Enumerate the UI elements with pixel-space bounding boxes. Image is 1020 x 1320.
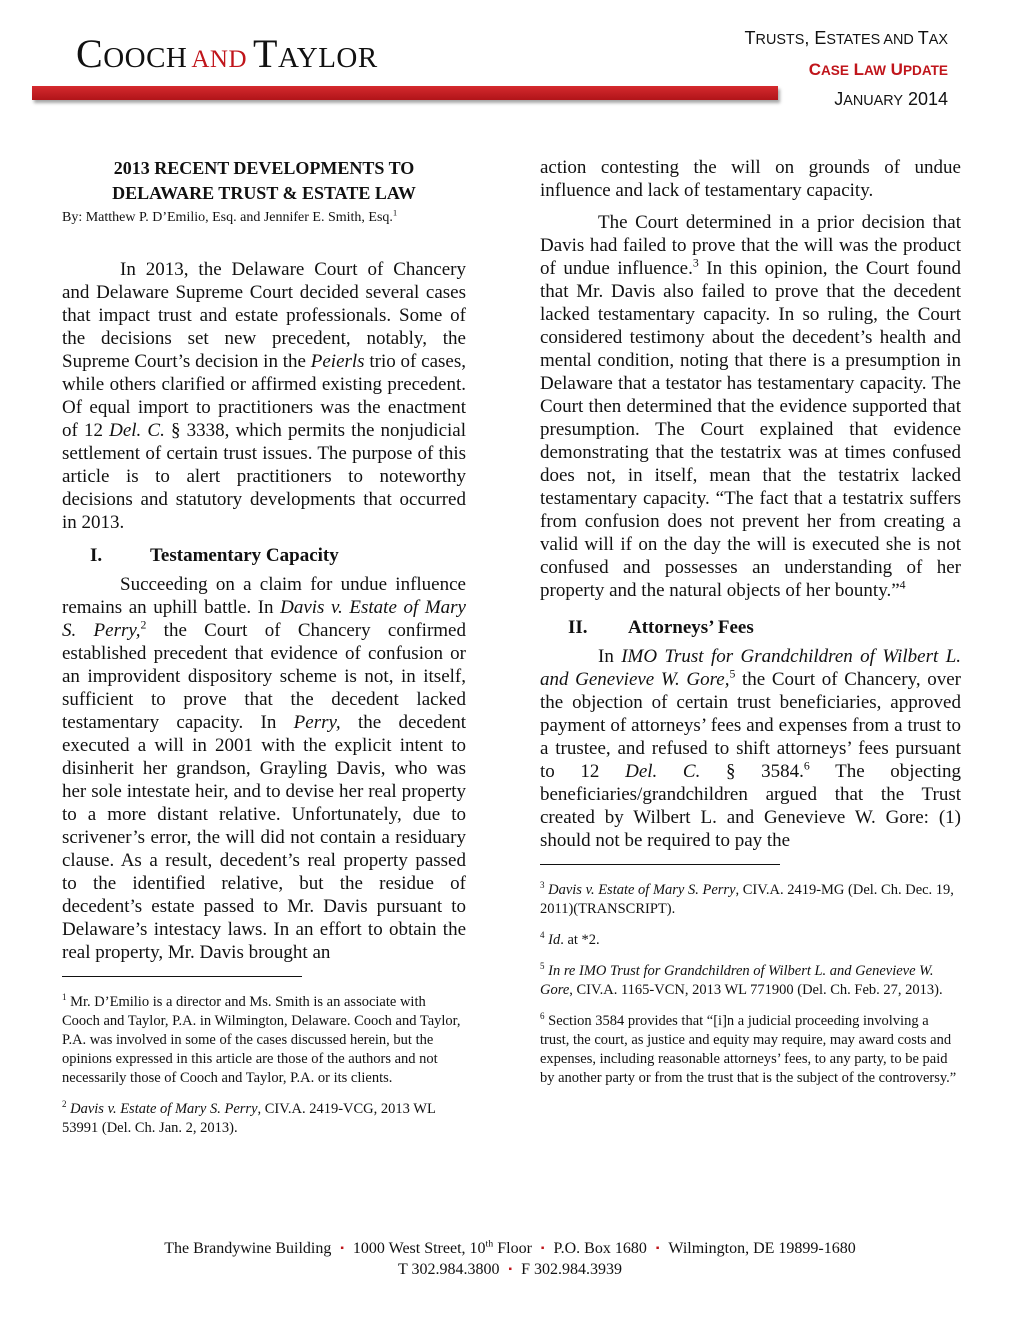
section2-paragraph: In IMO Trust for Grandchildren of Wilbert L. and Genevieve W. Gore,$^5$ the Court of Chancery, over the objection of certain trust beneficiaries, approved payment of attorneys’ fees and expenses from a trust to a trustee, and refused to shift attorneys’ fees pursuant to 12 Del. C. § 3584.$^6$ The objecting beneficiaries/grandchildren argued that the Trust created by Wilbert L. and Genevieve W. Gore: (1) should not be required to pay the bbox=[540, 646, 962, 851]
footnote-5: $^5$ In re IMO Trust for Grandchildren of Wilbert L. and Genevieve W. Gore, CIV.A. 1165-VCN, 2013 WL 771900 (Del. Ch. Feb. 27, 2013). bbox=[540, 961, 943, 998]
footnote-separator bbox=[62, 976, 302, 977]
article-title: 2013 RECENT DEVELOPMENTS TO DELAWARE TRUST & ESTATE LAW bbox=[112, 158, 416, 203]
byline: By: Matthew P. D’Emilio, Esq. and Jennifer E. Smith, Esq.$^1$ bbox=[62, 207, 398, 225]
footnote-6: $^6$ Section 3584 provides that “[i]n a judicial proceeding involving a trust, the court, as justice and equity may require, may award costs and expenses, including reasonable attorneys’ fees, to any party, to be paid by another party or from the trust that is the subject of the controversy.” bbox=[540, 1011, 957, 1086]
left-column bbox=[62, 156, 466, 1150]
section-heading-testamentary-capacity: I. Testamentary Capacity bbox=[90, 545, 339, 566]
practice-area: TRUSTS, ESTATES AND TAX bbox=[744, 28, 948, 48]
firm-name-aylor: AYLOR bbox=[277, 42, 378, 74]
footnote-3: $^3$ Davis v. Estate of Mary S. Perry, CIV.A. 2419-MG (Del. Ch. Dec. 19, 2011)(TRANSCRIPT). bbox=[540, 880, 954, 917]
bullet-icon: ▪ bbox=[508, 1264, 513, 1275]
section-heading-attorneys-fees: II. Attorneys’ Fees bbox=[568, 617, 754, 638]
footnote-2: $^2$ Davis v. Estate of Mary S. Perry, CIV.A. 2419-VCG, 2013 WL 53991 (Del. Ch. Jan. 2, 2013). bbox=[62, 1099, 436, 1136]
section1-paragraph: Succeeding on a claim for undue influence remains an uphill battle. In Davis v. Estate of Mary S. Perry,$^2$ the Court of Chancery confirmed established precedent that evidence of confusion or an improvident dispository scheme is not, in itself, sufficient to prove that the decedent lacked testamentary capacity. In Perry, the decedent executed a will in 2001 with the explicit intent to disinherit her grandson, Grayling Davis, who was her sole intestate heir, and to devise her real property to a more distant relative. Unfortunately, due to scrivener’s error, the will did not contain a residuary clause. As a result, decedent’s real property passed to the identified relative, but the residue of decedent’s estate passed to Mr. Davis pursuant to Delaware’s intestacy laws. In an effort to obtain the real property, Mr. Davis brought an bbox=[62, 574, 467, 963]
section1-paragraph-2: The Court determined in a prior decision that Davis had failed to prove that the will was the product of undue influence.$^3$ In this opinion, the Court found that Mr. Davis also failed to prove that the decedent lacked testamentary capacity. In so ruling, the Court considered testimony about the decedent’s health and mental condition, noting that there is a presumption in Delaware that a testator has testamentary capacity. The Court then determined that the evidence supported that presumption. The Court explained that evidence demonstrating that the testatrix was at times confused does not, in itself, mean that the testatrix lacked testamentary capacity. “The fact that a testatrix suffers from confusion does not prevent her from creating a valid will if on the day the will is executed she is not confused and possesses an understanding of her property and the natural objects of her bounty.”$^4$ bbox=[540, 212, 961, 601]
footer-address: The Brandywine Building ▪ 1000 West Street, 10th Floor ▪ P.O. Box 1680 ▪ Wilmington, DE 19899-1680 bbox=[164, 1238, 856, 1257]
firm-name-t: T bbox=[253, 31, 278, 76]
header-rule bbox=[32, 86, 778, 100]
page-footer bbox=[0, 1238, 1020, 1280]
firm-name-c: C bbox=[76, 31, 104, 76]
footnote-4: $^4$ Id. at *2. bbox=[540, 930, 600, 948]
intro-paragraph: In 2013, the Delaware Court of Chancery and Delaware Supreme Court decided several cases that impact trust and estate professionals. Some of the decisions set new precedent, notably, the Supreme Court’s decision in the Peierls trio of cases, while others clarified or affirmed existing precedent. Of equal import to practitioners was the enactment of 12 Del. C. § 3338, which permits the nonjudicial settlement of certain trust issues. The purpose of this article is to alert practitioners to noteworthy decisions and statutory developments that occurred in 2013. bbox=[62, 259, 467, 533]
newsletter-masthead bbox=[745, 24, 948, 116]
firm-name-and: AND bbox=[191, 46, 248, 73]
firm-name-ooch: OOCH bbox=[103, 42, 188, 74]
bullet-icon: ▪ bbox=[655, 1243, 660, 1254]
issue-date: JANUARY 2014 bbox=[834, 89, 948, 109]
bullet-icon: ▪ bbox=[340, 1243, 344, 1254]
footnote-1: $^1$ Mr. D’Emilio is a director and Ms. Smith is an associate with Cooch and Taylor, P.A. in Wilmington, Delaware. Cooch and Taylor, P.A. was involved in some of the cases discussed herein, but the opinions expressed in this article are those of the authors and not necessarily those of Cooch and Taylor, P.A. or its clients. bbox=[62, 992, 461, 1086]
footnote-separator bbox=[540, 864, 780, 865]
right-column bbox=[540, 156, 961, 1100]
newsletter-title: CASE LAW UPDATE bbox=[808, 60, 948, 79]
section1-continuation: action contesting the will on grounds of undue influence and lack of testamentary capacity. bbox=[540, 157, 961, 201]
firm-logo bbox=[76, 30, 378, 77]
bullet-icon: ▪ bbox=[540, 1243, 545, 1254]
footer-phone: T 302.984.3800 ▪ F 302.984.3939 bbox=[398, 1261, 622, 1278]
